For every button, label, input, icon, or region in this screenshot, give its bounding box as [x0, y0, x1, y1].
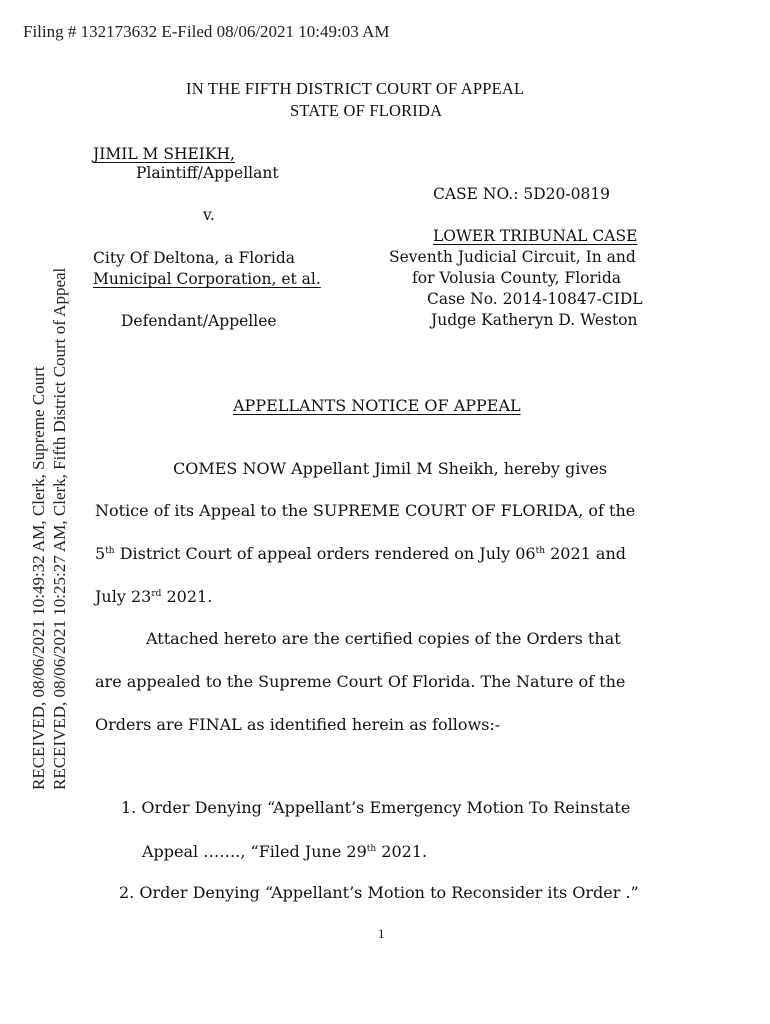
- list-item-number: 2.: [119, 883, 135, 902]
- appellee-line1: City Of Deltona, a Florida: [93, 249, 296, 267]
- document-title: APPELLANTS NOTICE OF APPEAL: [233, 396, 521, 415]
- body-line: COMES NOW Appellant Jimil M Sheikh, hereby gives: [173, 459, 608, 478]
- lower-tribunal-heading: LOWER TRIBUNAL CASE: [433, 227, 638, 245]
- body-line: July 23rd 2021.: [95, 587, 213, 606]
- list-item: 1. Order Denying “Appellant’s Emergency Motion To Reinstate: [121, 798, 631, 817]
- lower-tribunal-judge: Judge Katheryn D. Weston: [431, 311, 638, 329]
- versus: v.: [203, 206, 215, 224]
- body-line: are appealed to the Supreme Court Of Florida. The Nature of the: [95, 672, 626, 691]
- lower-tribunal-case-no: Case No. 2014-10847-CIDL: [427, 290, 643, 308]
- received-stamps: [28, 190, 70, 790]
- body-line: Attached hereto are the certified copies of the Orders that: [146, 629, 621, 648]
- lower-tribunal-line2: for Volusia County, Florida: [412, 269, 622, 287]
- court-state: STATE OF FLORIDA: [290, 101, 443, 120]
- body-line: 5th District Court of appeal orders rendered on July 06th 2021 and: [95, 544, 627, 563]
- court-name: IN THE FIFTH DISTRICT COURT OF APPEAL: [186, 79, 525, 98]
- list-item: 2. Order Denying “Appellant’s Motion to Reconsider its Order .”: [119, 883, 639, 902]
- filing-header: Filing # 132173632 E-Filed 08/06/2021 10:49:03 AM: [23, 22, 390, 41]
- page-number: 1: [378, 926, 385, 941]
- received-stamp-fifth-district: RECEIVED, 08/06/2021 10:25:27 AM, Clerk, Fifth District Court of Appeal: [50, 267, 69, 790]
- body-line: Notice of its Appeal to the SUPREME COURT OF FLORIDA, of the: [95, 501, 636, 520]
- received-stamp-supreme-court: RECEIVED, 08/06/2021 10:49:32 AM, Clerk, Supreme Court: [29, 366, 48, 790]
- list-item-number: 1.: [121, 798, 137, 817]
- list-item-continuation: Appeal ……., “Filed June 29th 2021.: [142, 842, 428, 861]
- appellee-role: Defendant/Appellee: [121, 312, 277, 330]
- appellant-name: JIMIL M SHEIKH,: [93, 145, 235, 163]
- appellant-role: Plaintiff/Appellant: [136, 164, 279, 182]
- appellee-line2: Municipal Corporation, et al.: [93, 270, 321, 288]
- case-number: CASE NO.: 5D20-0819: [433, 185, 611, 203]
- body-line: Orders are FINAL as identified herein as follows:-: [95, 715, 501, 734]
- lower-tribunal-line1: Seventh Judicial Circuit, In and: [389, 248, 636, 266]
